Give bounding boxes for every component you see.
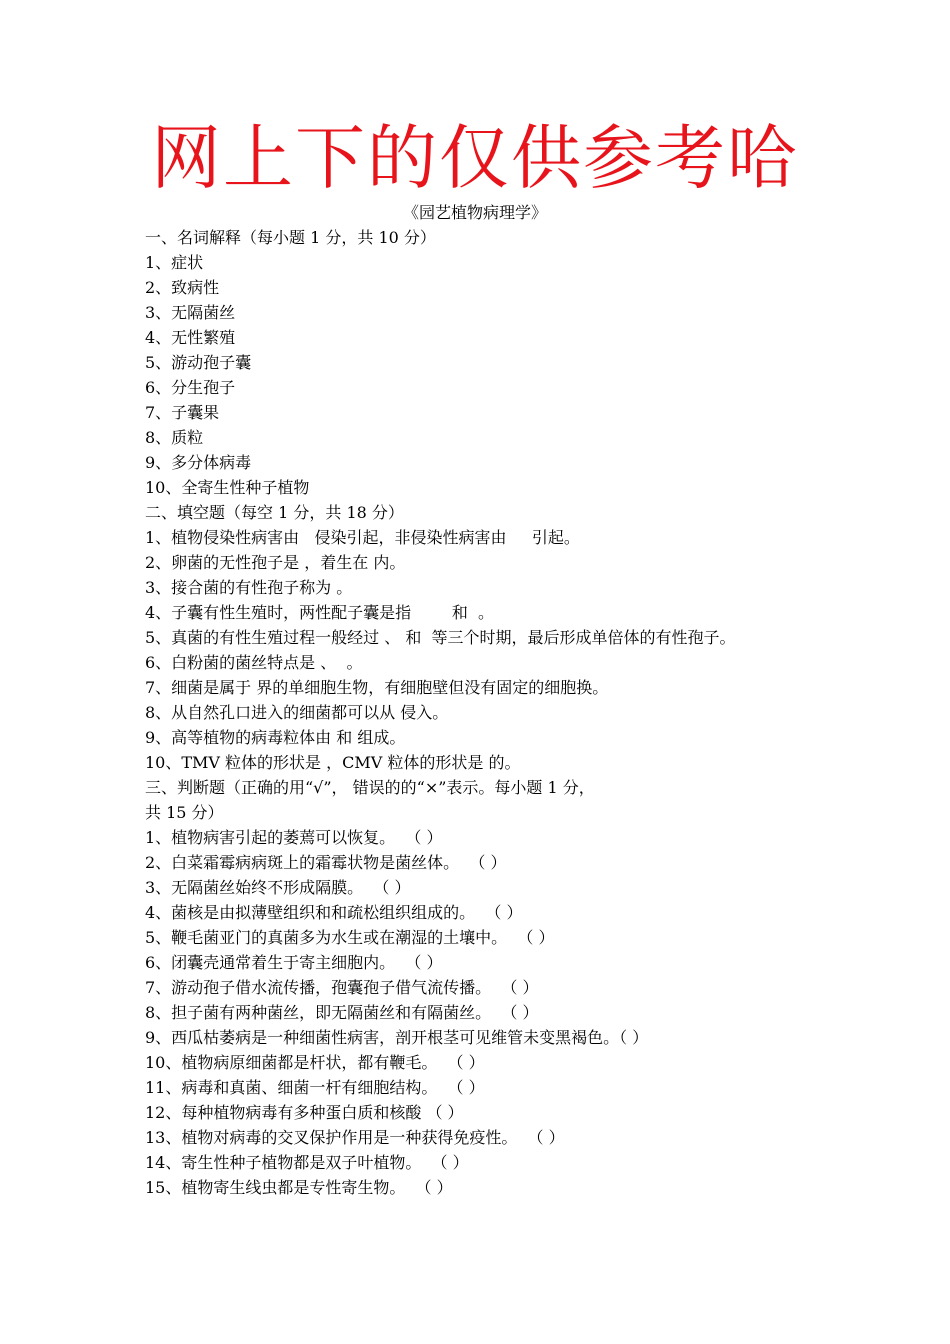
- term-item: 7、子囊果: [145, 403, 220, 422]
- fill-blank-item: 7、细菌是属于 界的单细胞生物，有细胞壁但没有固定的细胞换。: [145, 678, 609, 697]
- fill-blank-item: 2、卵菌的无性孢子是 ，着生在 内。: [145, 553, 406, 572]
- term-item: 5、游动孢子囊: [145, 353, 252, 372]
- term-item: 8、质粒: [145, 428, 204, 447]
- fill-blank-item: 4、子囊有性生殖时，两性配子囊是指 和 。: [145, 603, 495, 622]
- fill-blank-item: 9、高等植物的病毒粒体由 和 组成。: [145, 728, 406, 747]
- document-title: 《园艺植物病理学》: [402, 203, 547, 222]
- true-false-item: 2、白菜霜霉病病斑上的霜霉状物是菌丝体。 （ ）: [145, 853, 507, 872]
- term-item: 10、全寄生性种子植物: [145, 478, 310, 497]
- section-heading: 三、判断题（正确的用“√”， 错误的的“×”表示。每小题 1 分， 共 15 分）: [145, 778, 595, 822]
- term-item: 6、分生孢子: [145, 378, 236, 397]
- fill-blank-item: 1、植物侵染性病害由 侵染引起，非侵染性病害由 引起。: [145, 528, 580, 547]
- true-false-item: 15、植物寄生线虫都是专性寄生物。 （ ）: [145, 1178, 453, 1197]
- true-false-item: 8、担子菌有两种菌丝，即无隔菌丝和有隔菌丝。 （ ）: [145, 1003, 539, 1022]
- true-false-item: 7、游动孢子借水流传播，孢囊孢子借气流传播。 （ ）: [145, 978, 539, 997]
- true-false-item: 6、闭囊壳通常着生于寄主细胞内。 （ ）: [145, 953, 443, 972]
- true-false-item: 11、病毒和真菌、细菌一杆有细胞结构。 （ ）: [145, 1078, 485, 1097]
- term-item: 4、无性繁殖: [145, 328, 236, 347]
- true-false-item: 14、寄生性种子植物都是双子叶植物。 （ ）: [145, 1153, 469, 1172]
- document-body: [145, 225, 820, 1200]
- section-heading: 一、名词解释（每小题 1 分，共 10 分）: [145, 228, 436, 247]
- true-false-item: 13、植物对病毒的交叉保护作用是一种获得免疫性。 （ ）: [145, 1128, 565, 1147]
- term-item: 3、无隔菌丝: [145, 303, 236, 322]
- true-false-item: 4、菌核是由拟薄壁组织和和疏松组织组成的。 （ ）: [145, 903, 523, 922]
- watermark-heading: 网上下的仅供参考哈: [151, 117, 799, 199]
- true-false-item: 12、每种植物病毒有多种蛋白质和核酸 （ ）: [145, 1103, 464, 1122]
- section-heading: 二、填空题（每空 1 分，共 18 分）: [145, 503, 404, 522]
- term-item: 1、症状: [145, 253, 204, 272]
- fill-blank-item: 6、白粉菌的菌丝特点是 、 。: [145, 653, 363, 672]
- true-false-item: 1、植物病害引起的萎蔫可以恢复。 （ ）: [145, 828, 443, 847]
- fill-blank-item: 3、接合菌的有性孢子称为 。: [145, 578, 353, 597]
- true-false-item: 9、西瓜枯萎病是一种细菌性病害，剖开根茎可见维管未变黑褐色。（ ）: [145, 1028, 649, 1047]
- fill-blank-item: 10、TMV 粒体的形状是 ，CMV 粒体的形状是 的。: [145, 753, 521, 772]
- term-item: 9、多分体病毒: [145, 453, 252, 472]
- true-false-item: 3、无隔菌丝始终不形成隔膜。 （ ）: [145, 878, 411, 897]
- fill-blank-item: 5、真菌的有性生殖过程一般经过 、 和 等三个时期，最后形成单倍体的有性孢子。: [145, 628, 736, 647]
- term-item: 2、致病性: [145, 278, 220, 297]
- true-false-item: 5、鞭毛菌亚门的真菌多为水生或在潮湿的土壤中。 （ ）: [145, 928, 555, 947]
- true-false-item: 10、植物病原细菌都是杆状，都有鞭毛。 （ ）: [145, 1053, 485, 1072]
- fill-blank-item: 8、从自然孔口进入的细菌都可以从 侵入。: [145, 703, 449, 722]
